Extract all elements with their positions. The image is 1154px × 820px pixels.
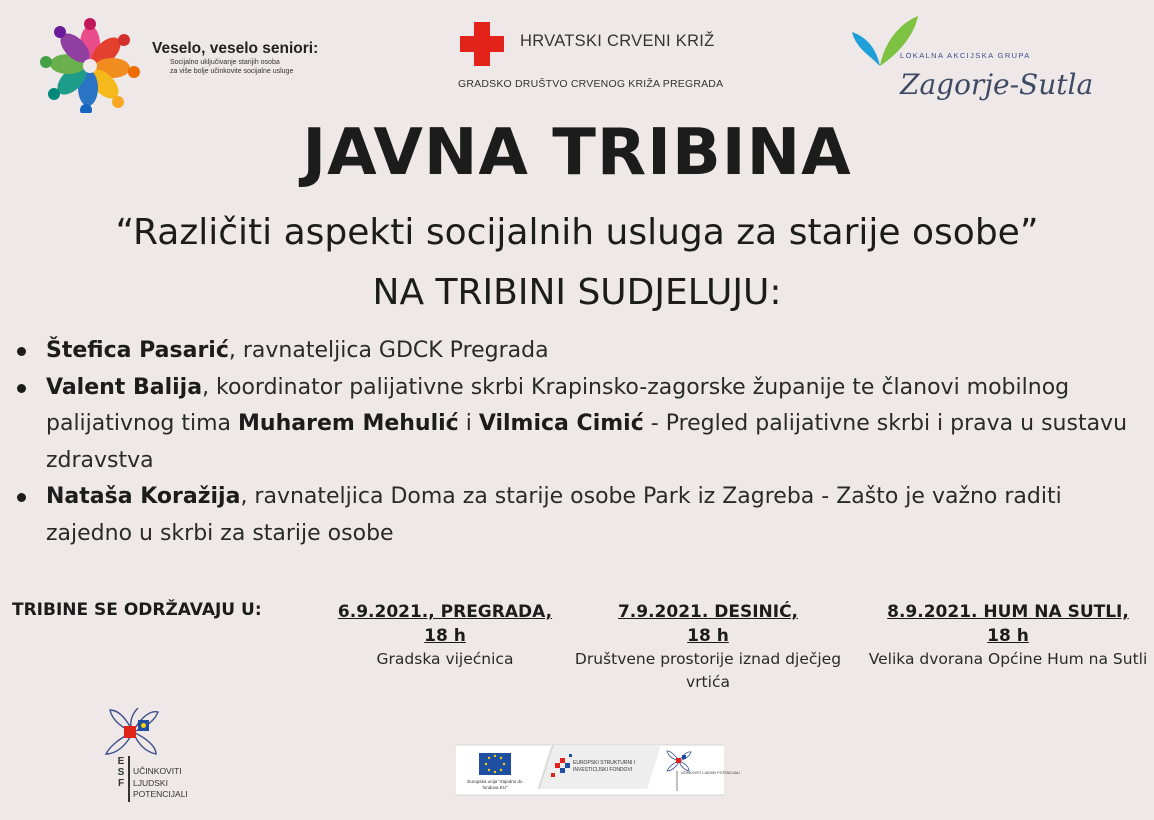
red-cross-name: HRVATSKI CRVENI KRIŽ — [520, 32, 715, 50]
structural-funds-text: EUROPSKI STRUKTURNI I INVESTICIJSKI FONDOVI — [573, 760, 636, 773]
pinwheel-icon — [98, 704, 168, 759]
eu-funds-banner — [455, 741, 740, 799]
event-date: 7.9.2021. DESINIĆ, — [617, 602, 799, 622]
event-time: 18 h — [987, 626, 1029, 646]
lag-script-text: Zagorje-Sutla — [900, 68, 1094, 101]
schedule-label: TRIBINE SE ODRŽAVAJU U: — [12, 600, 262, 620]
participant-name: Nataša Koražija — [46, 484, 241, 509]
event-time: 18 h — [424, 626, 466, 646]
participant-description: , ravnateljica GDCK Pregrada — [228, 338, 549, 363]
event-place: Gradska vijećnica — [376, 650, 514, 668]
page-title: JAVNA TRIBINA — [302, 116, 852, 190]
red-cross-logo — [456, 22, 776, 97]
leaf-icon — [850, 14, 920, 74]
esf-line-text: UČINKOVITI — [133, 766, 182, 776]
participant-name: Muharem Mehulić — [238, 411, 459, 436]
seniori-logo — [40, 18, 350, 113]
seniori-subtitle-2: za više bolje učinkovite socijalne usluge — [170, 68, 294, 75]
list-item — [10, 333, 1150, 370]
red-cross-icon — [458, 22, 506, 66]
esf-text-block — [133, 766, 188, 801]
participant-description: - Pregled palijativne skrbi i prava u sustavu zdravstva — [46, 411, 1128, 473]
lag-small-text: LOKALNA AKCIJSKA GRUPA — [900, 51, 1031, 60]
esf-line-text: LJUDSKI — [133, 777, 168, 788]
participant-connector: i — [458, 411, 479, 436]
esf-letter: S — [117, 767, 125, 778]
seniori-text-block — [152, 40, 352, 76]
event-place: Društvene prostorije iznad dječjeg vrtića — [574, 650, 842, 691]
list-item — [10, 479, 1150, 552]
list-item — [10, 370, 1150, 480]
red-cross-subtitle: GRADSKO DRUŠTVO CRVENOG KRIŽA PREGRADA — [458, 78, 724, 90]
participant-description: , ravnateljica Doma za starije osobe Park iz Zagreba - Zašto je važno raditi zajedno u skrbi za starije osobe — [46, 484, 1062, 546]
seniori-title: Veselo, veselo seniori: — [152, 40, 319, 57]
esf-letters — [116, 756, 126, 789]
event-date: 6.9.2021., PREGRADA, — [337, 602, 553, 622]
lag-logo — [850, 14, 1094, 114]
esf-letter: F — [117, 778, 125, 789]
page-subtitle: “Različiti aspekti socijalnih usluga za starije osobe” — [115, 212, 1039, 253]
participant-name: Vilmica Cimić — [478, 411, 644, 436]
participants-heading: NA TRIBINI SUDJELUJU: — [372, 272, 782, 313]
participant-name: Štefica Pasarić — [46, 338, 229, 363]
schedule-event — [320, 600, 570, 671]
event-date: 8.9.2021. HUM NA SUTLI, — [887, 602, 1129, 622]
schedule-event — [862, 600, 1154, 671]
esf-logo — [98, 704, 218, 809]
seniori-flower-icon — [40, 18, 140, 113]
seniori-subtitle-1: Socijalno uključivanje starijih osoba — [170, 59, 280, 66]
esf-letter: E — [117, 756, 125, 767]
participant-name: Valent Balija — [46, 374, 203, 400]
esf-line-text: POTENCIJALI — [133, 789, 188, 799]
event-time: 18 h — [687, 626, 729, 646]
event-place: Velika dvorana Općine Hum na Sutli — [868, 650, 1148, 668]
eu-caption: Europska unija "Zajedno do fondova EU" — [467, 779, 523, 790]
mini-esf-text: UČINKOVITI LJUDSKI POTENCIJALI — [681, 771, 740, 775]
participant-description: , koordinator palijativne skrbi Krapinsko-zagorske županije te članovi mobilnog palijativnog tima — [46, 374, 1070, 436]
esf-divider — [128, 756, 130, 802]
participants-list — [10, 333, 1150, 552]
schedule-event — [568, 600, 848, 694]
